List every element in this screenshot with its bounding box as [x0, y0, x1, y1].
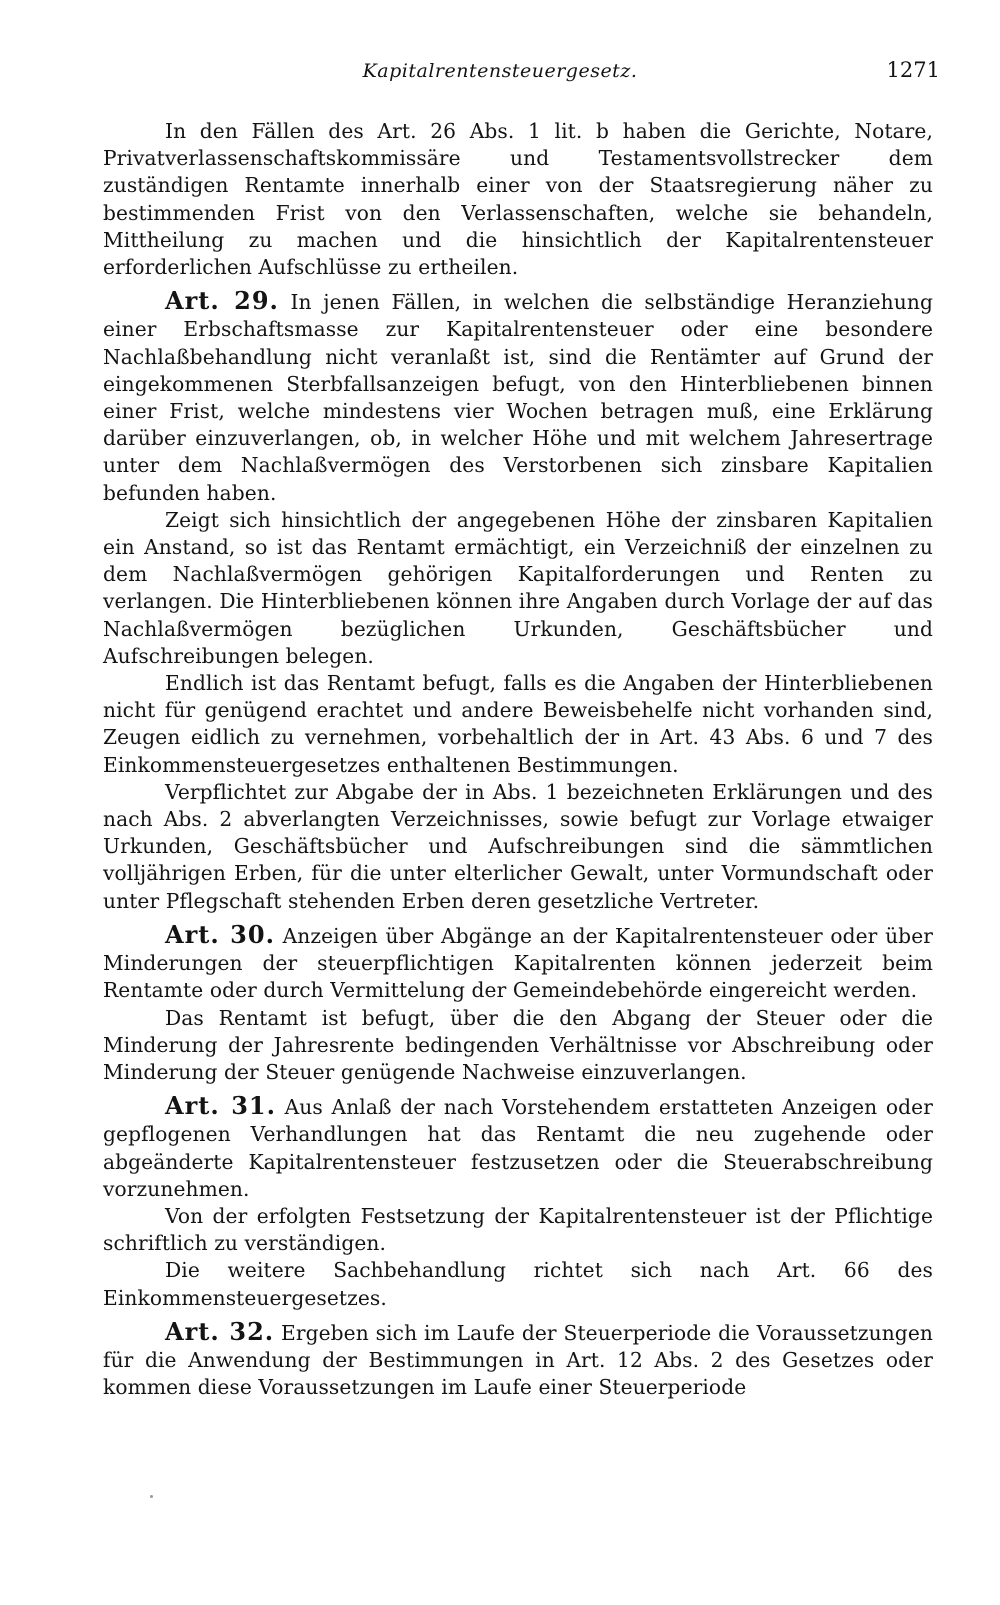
paragraph: [103, 670, 933, 779]
body-text: [103, 118, 933, 1401]
paragraph-text: Zeigt sich hinsichtlich der angegebenen Höhe der zinsbaren Kapitalien ein Anstand, so ist das Rentamt ermächtigt, ein Verzeichniß der einzelnen zu dem Nachlaßvermögen gehörigen Kapitalforderungen und Renten zu verlangen. Die Hinterbliebenen können ihre Angaben durch Vorlage der auf das Nachlaßvermögen bezüglichen Urkunden, Geschäftsbücher und Aufschreibungen belegen.: [103, 507, 933, 668]
print-speck: [150, 1495, 153, 1498]
paragraph: [103, 779, 933, 915]
paragraph-text: In jenen Fällen, in welchen die selbständige Heranziehung einer Erbschaftsmasse zur Kapitalrentensteuer oder eine besondere Nachlaßbehandlung nicht veranlaßt ist, sind die Rentämter auf Grund der eingekommenen Sterbfallsanzeigen befugt, von den Hinterbliebenen binnen einer Frist, welche mindestens vier Wochen betragen muß, eine Erklärung darüber einzuverlangen, ob, in welcher Höhe und mit welchem Jahresertrage unter dem Nachlaßvermögen des Verstorbenen sich zinsbare Kapitalien befunden haben.: [103, 290, 933, 505]
article-label: Art. 32.: [165, 1316, 275, 1346]
paragraph-text: Anzeigen über Abgänge an der Kapitalrentensteuer oder über Minderungen der steuerpflichtigen Kapitalrenten können jederzeit beim Rentamte oder durch Vermittelung der Gemeindebehörde eingereicht werden.: [103, 923, 933, 1003]
paragraph-text: Ergeben sich im Laufe der Steuerperiode die Voraussetzungen für die Anwendung der Bestimmungen in Art. 12 Abs. 2 des Gesetzes oder kommen diese Voraussetzungen im Laufe einer Steuerperiode: [103, 1320, 933, 1400]
article-label: Art. 29.: [165, 286, 279, 316]
paragraph-text: Die weitere Sachbehandlung richtet sich nach Art. 66 des Einkommensteuergesetzes.: [103, 1258, 933, 1310]
running-title: Kapitalrentensteuergesetz.: [362, 60, 638, 82]
paragraph: [103, 1257, 933, 1311]
article-32-paragraph: [103, 1318, 933, 1402]
page-number: 1271: [886, 58, 940, 82]
article-30-paragraph: [103, 921, 933, 1005]
paragraph: [103, 1005, 933, 1087]
paragraph: [103, 118, 933, 281]
article-31-paragraph: [103, 1092, 933, 1203]
paragraph-text: In den Fällen des Art. 26 Abs. 1 lit. b haben die Gerichte, Notare, Privatverlassenschaftskommissäre und Testamentsvollstrecker dem zuständigen Rentamte innerhalb einer von der Staatsregierung näher zu bestimmenden Frist von den Verlassenschaften, welche sie behandeln, Mittheilung zu machen und die hinsichtlich der Kapitalrentensteuer erforderlichen Aufschlüsse zu ertheilen.: [103, 119, 933, 280]
paragraph: [103, 1203, 933, 1257]
paragraph-text: Von der erfolgten Festsetzung der Kapitalrentensteuer ist der Pflichtige schriftlich zu verständigen.: [103, 1203, 933, 1256]
paragraph-text: Endlich ist das Rentamt befugt, falls es die Angaben der Hinterbliebenen nicht für genügend erachtet und andere Beweisbehelfe nicht vorhanden sind, Zeugen eidlich zu vernehmen, vorbehaltlich der in Art. 43 Abs. 6 und 7 des Einkommensteuergesetzes enthaltenen Bestimmungen.: [103, 671, 933, 777]
article-label: Art. 31.: [165, 1091, 276, 1121]
paragraph-text: Aus Anlaß der nach Vorstehendem erstatteten Anzeigen oder gepflogenen Verhandlungen hat das Rentamt die neu zugehende oder abgeänderte Kapitalrentensteuer festzusetzen oder die Steuerabschreibung vorzunehmen.: [103, 1095, 933, 1201]
article-29-paragraph: [103, 287, 933, 507]
article-label: Art. 30.: [165, 919, 275, 949]
paragraph-text: Das Rentamt ist befugt, über die den Abgang der Steuer oder die Minderung der Jahresrente bedingenden Verhältnisse vor Abschreibung oder Minderung der Steuer genügende Nachweise einzuverlangen.: [103, 1005, 933, 1084]
paragraph: [103, 507, 933, 670]
paragraph-text: Verpflichtet zur Abgabe der in Abs. 1 bezeichneten Erklärungen und des nach Abs. 2 abverlangten Verzeichnisses, sowie befugt zur Vorlage etwaiger Urkunden, Geschäftsbücher und Aufschreibungen sind die sämmtlichen volljährigen Erben, für die unter elterlicher Gewalt, unter Vormundschaft oder unter Pflegschaft stehenden Erben deren gesetzliche Vertreter.: [103, 779, 933, 913]
